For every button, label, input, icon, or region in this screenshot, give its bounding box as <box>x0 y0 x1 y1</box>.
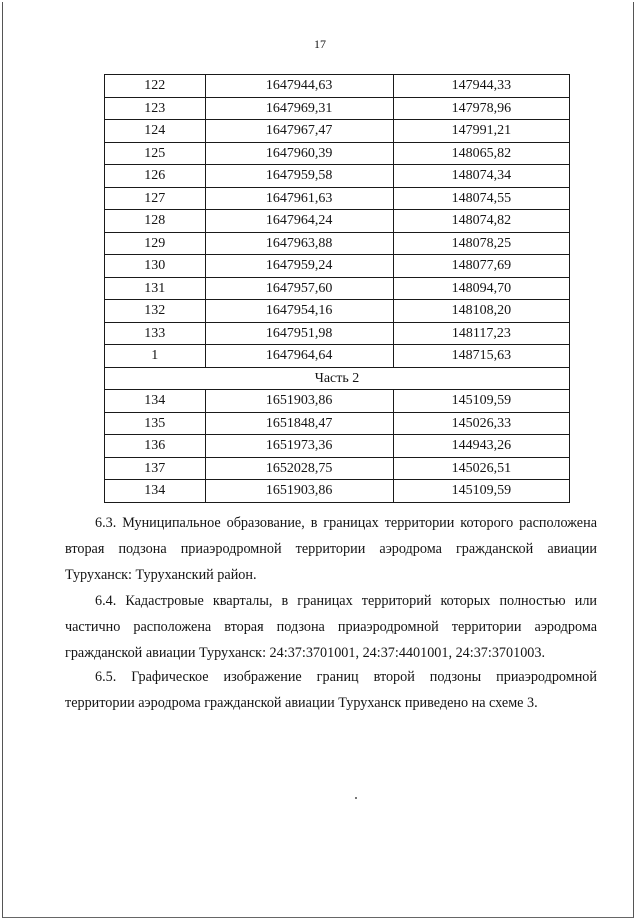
table-row <box>105 480 570 503</box>
y-coordinate-cell: 148715,63 <box>393 345 569 368</box>
point-number-cell: 127 <box>105 187 206 210</box>
table-body-part-1 <box>105 75 570 368</box>
paragraph-6-4 <box>65 588 597 666</box>
point-number-cell: 123 <box>105 97 206 120</box>
x-coordinate-cell: 1647969,31 <box>205 97 393 120</box>
table-row <box>105 210 570 233</box>
x-coordinate-cell: 1647967,47 <box>205 120 393 143</box>
x-coordinate-cell: 1647959,58 <box>205 165 393 188</box>
table-row <box>105 120 570 143</box>
y-coordinate-cell: 147978,96 <box>393 97 569 120</box>
x-coordinate-cell: 1647951,98 <box>205 322 393 345</box>
x-coordinate-cell: 1647954,16 <box>205 300 393 323</box>
table-row <box>105 435 570 458</box>
x-coordinate-cell: 1647964,24 <box>205 210 393 233</box>
table-row <box>105 390 570 413</box>
paragraph-6-3 <box>65 510 597 588</box>
table-body-part-2 <box>105 390 570 503</box>
y-coordinate-cell: 148074,34 <box>393 165 569 188</box>
y-coordinate-cell: 148078,25 <box>393 232 569 255</box>
point-number-cell: 125 <box>105 142 206 165</box>
x-coordinate-cell: 1652028,75 <box>205 457 393 480</box>
point-number-cell: 137 <box>105 457 206 480</box>
page-number: 17 <box>314 37 326 51</box>
table-row <box>105 97 570 120</box>
table-row <box>105 457 570 480</box>
table-row <box>105 142 570 165</box>
table-row <box>105 255 570 278</box>
y-coordinate-cell: 144943,26 <box>393 435 569 458</box>
table-row <box>105 277 570 300</box>
y-coordinate-cell: 148117,23 <box>393 322 569 345</box>
y-coordinate-cell: 148108,20 <box>393 300 569 323</box>
y-coordinate-cell: 147991,21 <box>393 120 569 143</box>
table-row <box>105 232 570 255</box>
paragraph-6-5 <box>65 664 597 716</box>
paragraph-6-3-text: 6.3. Муниципальное образование, в границах территории которого расположена вторая подзона приаэродромной территории аэродрома гражданской авиации Туруханск: Туруханский район. <box>65 515 597 583</box>
table-row <box>105 75 570 98</box>
table-row <box>105 345 570 368</box>
x-coordinate-cell: 1647944,63 <box>205 75 393 98</box>
x-coordinate-cell: 1651848,47 <box>205 412 393 435</box>
x-coordinate-cell: 1647957,60 <box>205 277 393 300</box>
paragraph-6-4-text: 6.4. Кадастровые кварталы, в границах территорий которых полностью или частично расположена вторая подзона приаэродромной территории аэродрома гражданской авиации Туруханск: 24:37:3701001, 24:37:4401001, 24:37:3701003. <box>65 593 597 661</box>
x-coordinate-cell: 1647964,64 <box>205 345 393 368</box>
point-number-cell: 126 <box>105 165 206 188</box>
paragraph-6-5-text: 6.5. Графическое изображение границ второй подзоны приаэродромной территории аэродрома гражданской авиации Туруханск приведено на схеме 3. <box>65 669 597 711</box>
table-row <box>105 187 570 210</box>
table-section-part-2 <box>105 367 570 390</box>
y-coordinate-cell: 147944,33 <box>393 75 569 98</box>
x-coordinate-cell: 1647963,88 <box>205 232 393 255</box>
table-row <box>105 412 570 435</box>
x-coordinate-cell: 1647961,63 <box>205 187 393 210</box>
x-coordinate-cell: 1647960,39 <box>205 142 393 165</box>
point-number-cell: 129 <box>105 232 206 255</box>
y-coordinate-cell: 148074,82 <box>393 210 569 233</box>
x-coordinate-cell: 1647959,24 <box>205 255 393 278</box>
y-coordinate-cell: 148074,55 <box>393 187 569 210</box>
coordinates-table <box>104 74 570 503</box>
point-number-cell: 1 <box>105 345 206 368</box>
point-number-cell: 124 <box>105 120 206 143</box>
y-coordinate-cell: 148077,69 <box>393 255 569 278</box>
scan-speck <box>355 797 357 799</box>
table-row <box>105 165 570 188</box>
section-label: Часть 2 <box>105 367 570 390</box>
point-number-cell: 135 <box>105 412 206 435</box>
y-coordinate-cell: 145026,33 <box>393 412 569 435</box>
point-number-cell: 133 <box>105 322 206 345</box>
point-number-cell: 134 <box>105 480 206 503</box>
point-number-cell: 132 <box>105 300 206 323</box>
x-coordinate-cell: 1651973,36 <box>205 435 393 458</box>
y-coordinate-cell: 145109,59 <box>393 390 569 413</box>
y-coordinate-cell: 148094,70 <box>393 277 569 300</box>
table-row <box>105 300 570 323</box>
y-coordinate-cell: 145026,51 <box>393 457 569 480</box>
table-row <box>105 322 570 345</box>
point-number-cell: 136 <box>105 435 206 458</box>
point-number-cell: 130 <box>105 255 206 278</box>
point-number-cell: 131 <box>105 277 206 300</box>
point-number-cell: 122 <box>105 75 206 98</box>
point-number-cell: 128 <box>105 210 206 233</box>
point-number-cell: 134 <box>105 390 206 413</box>
y-coordinate-cell: 148065,82 <box>393 142 569 165</box>
x-coordinate-cell: 1651903,86 <box>205 390 393 413</box>
section-row <box>105 367 570 390</box>
x-coordinate-cell: 1651903,86 <box>205 480 393 503</box>
y-coordinate-cell: 145109,59 <box>393 480 569 503</box>
